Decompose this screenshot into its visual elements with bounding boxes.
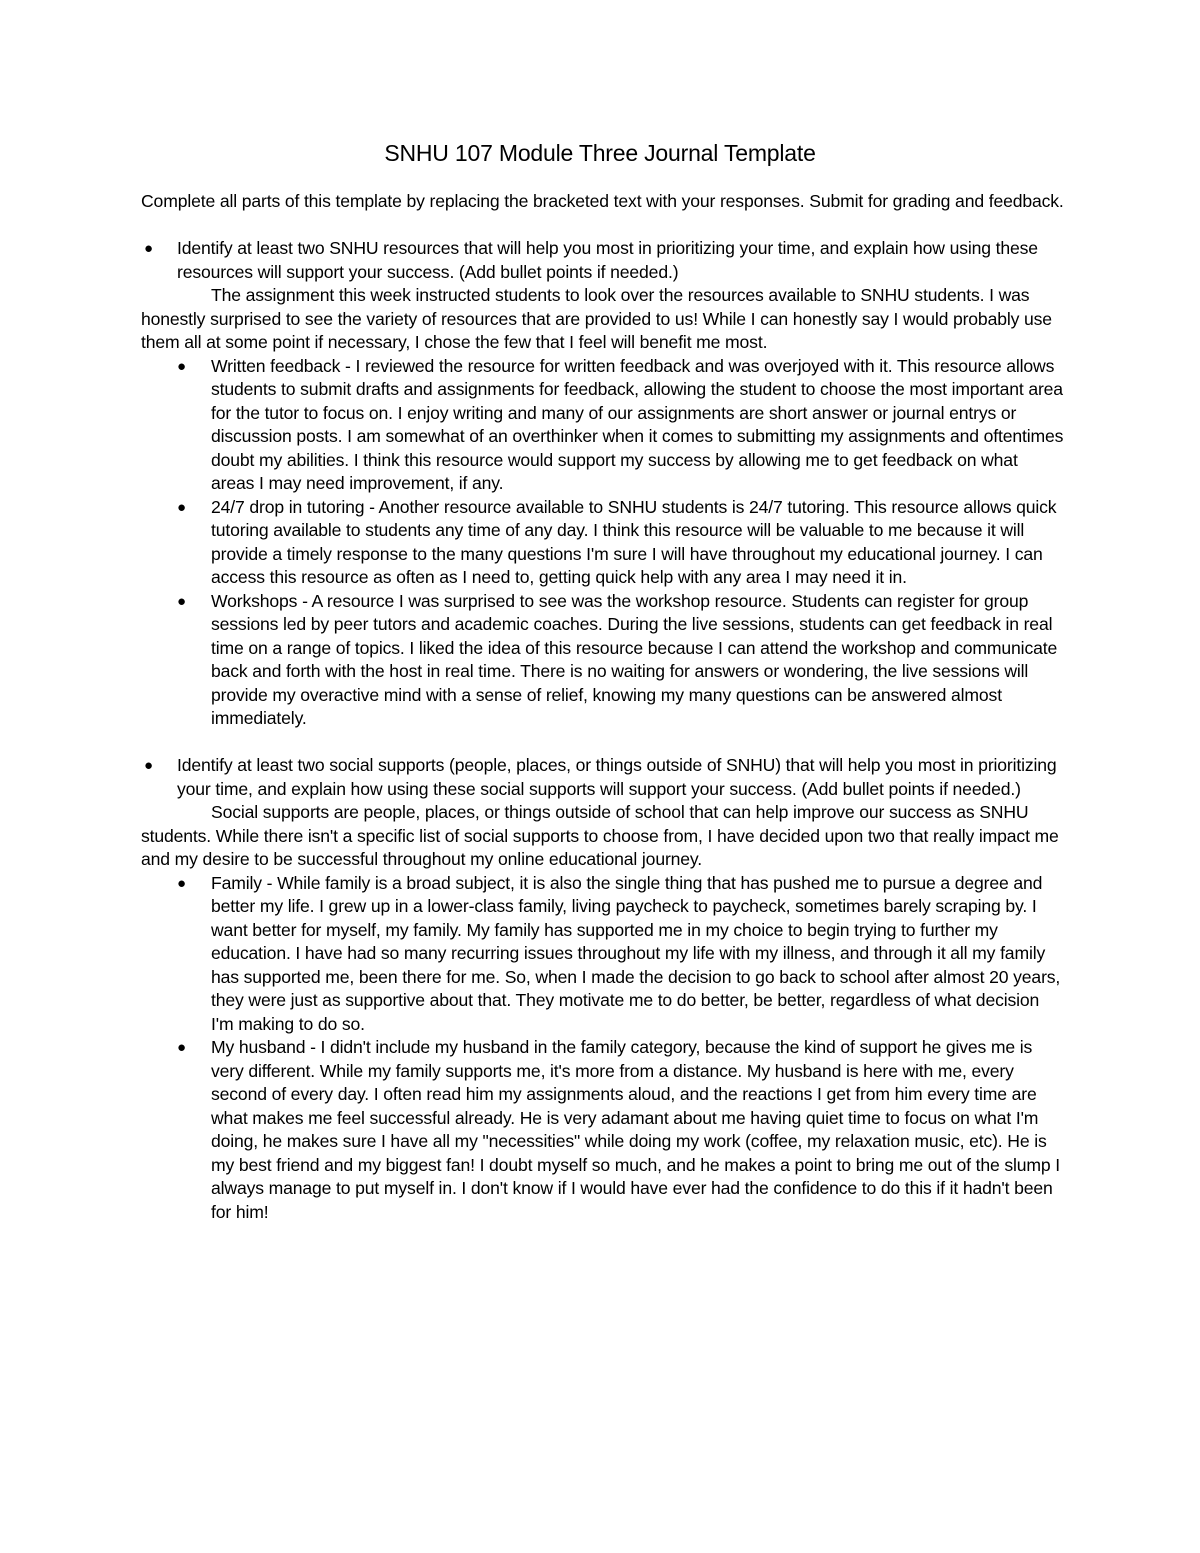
bullet-icon: ● bbox=[177, 498, 186, 516]
social-supports-intro: Social supports are people, places, or things outside of school that can help improve our success as SNHU students. While there isn't a specific list of social supports to choose from, I have decided upon two that really impact me and my desire to be successful throughout my online educational journey. bbox=[141, 802, 1059, 869]
list-item-text: Workshops - A resource I was surprised to see was the workshop resource. Students can register for group sessions led by peer tutors and academic coaches. During the live sessions, students can get feedback in real time on a range of topics. I liked the idea of this resource because I can attend the workshop and communicate back and forth with the host in real time. There is no waiting for answers or wondering, the live sessions will provide my overactive mind with a sense of relief, knowing my many questions can be answered almost immediately. bbox=[211, 590, 1058, 728]
instructions-paragraph: Complete all parts of this template by replacing the bracketed text with your responses. Submit for grading and feedback. bbox=[141, 191, 1064, 211]
bullet-icon: ● bbox=[144, 240, 153, 257]
list-item-text: My husband - I didn't include my husband in the family category, because the kind of support he gives me is very different. While my family supports me, it's more from a distance. My husband is here with me, every second of every day. I often read him my assignments aloud, and the reactions I get from him every time are what makes me feel successful already. He is very adamant about me having quiet time to focus on what I'm doing, he makes sure I have all my "necessities" while doing my work (coffee, my relaxation music, etc). He is my best friend and my biggest fan! I doubt myself so much, and he makes a point to bring me out of the slump I always manage to put myself in. I don't know if I would have ever had the confidence to do this if it hadn't been for him! bbox=[211, 1037, 1060, 1222]
list-item-text: 24/7 drop in tutoring - Another resource available to SNHU students is 24/7 tutoring. This resource allows quick tutoring available to students any time of any day. I think this resource will be valuable to me because it will provide a timely response to the many questions I'm sure I will have throughout my educational journey. I can access this resource as often as I need to, getting quick help with any area I may need it in. bbox=[211, 496, 1057, 587]
bullet-icon: ● bbox=[144, 757, 153, 774]
social-supports-list bbox=[141, 872, 1065, 1225]
list-item-text: Written feedback - I reviewed the resource for written feedback and was overjoyed with it. This resource allows students to submit drafts and assignments for feedback, allowing the student to choose the most important area for the tutor to focus on. I enjoy writing and many of our assignments are short answer or journal entrys or discussion posts. I am somewhat of an overthinker when it comes to submitting my assignments and oftentimes doubt my abilities. I think this resource would support my success by allowing me to get feedback on what areas I may need improvement, if any. bbox=[211, 355, 1064, 493]
resources-intro: The assignment this week instructed students to look over the resources available to SNHU students. I was honestly surprised to see the variety of resources that are provided to us! While I can honestly say I would probably use them all at some point if necessary, I chose the few that I feel will benefit me most. bbox=[141, 285, 1052, 352]
bullet-icon: ● bbox=[177, 1039, 186, 1056]
list-item bbox=[141, 355, 1065, 496]
list-item bbox=[141, 1036, 1065, 1224]
resources-prompt-text: Identify at least two SNHU resources that will help you most in prioritizing your time, and explain how using these resources will support your success. (Add bullet points if needed.) bbox=[177, 238, 1038, 282]
list-item bbox=[141, 872, 1065, 1037]
bullet-icon: ● bbox=[177, 874, 186, 892]
resources-section bbox=[141, 237, 1065, 731]
list-item-text: Family - While family is a broad subject, it is also the single thing that has pushed me to pursue a degree and better my life. I grew up in a lower-class family, living paycheck to paycheck, sometimes barely scraping by. I want better for myself, my family. My family has supported me in my choice to begin trying to further my education. I have had so many recurring issues throughout my life with my illness, and through it all my family has supported me, been there for me. So, when I made the decision to go back to school after almost 20 years, they were just as supportive about that. They motivate me to do better, be better, regardless of what decision I'm making to do so. bbox=[211, 872, 1061, 1034]
page-title: SNHU 107 Module Three Journal Template bbox=[384, 140, 816, 166]
list-item bbox=[141, 590, 1065, 731]
list-item bbox=[141, 496, 1065, 590]
bullet-icon: ● bbox=[177, 357, 186, 375]
social-supports-prompt bbox=[141, 754, 1065, 801]
resources-list bbox=[141, 355, 1065, 731]
social-supports-section bbox=[141, 754, 1065, 1224]
social-supports-prompt-text: Identify at least two social supports (people, places, or things outside of SNHU) that will help you most in prioritizing your time, and explain how using these social supports will support your success. (Add bullet points if needed.) bbox=[177, 755, 1057, 799]
bullet-icon: ● bbox=[177, 592, 186, 610]
document-body bbox=[141, 190, 1065, 1224]
resources-prompt bbox=[141, 237, 1065, 284]
